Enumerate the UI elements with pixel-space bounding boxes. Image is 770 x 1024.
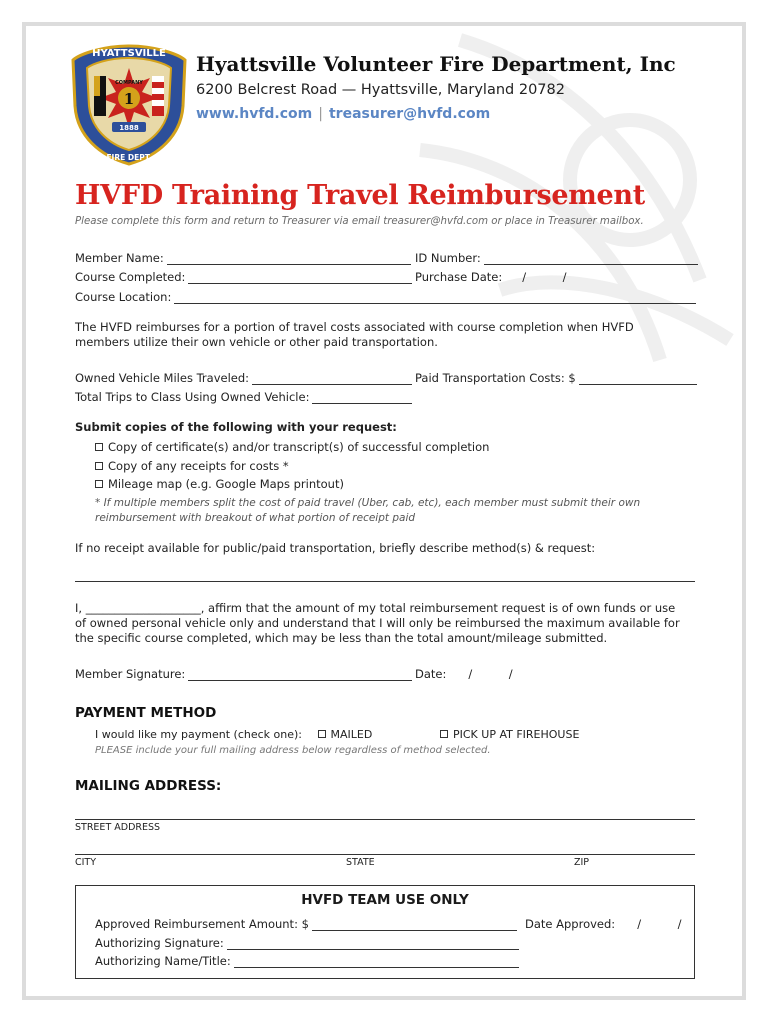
form-title: HVFD Training Travel Reimbursement <box>75 180 645 211</box>
org-links <box>196 106 490 122</box>
payment-prompt-row <box>95 728 372 741</box>
link-separator: | <box>318 106 323 122</box>
approved-amount-field[interactable] <box>312 918 517 931</box>
course-completed-field[interactable] <box>188 271 412 284</box>
affirm-name-blank[interactable]: ____________________ <box>85 601 201 615</box>
submit-item: Mileage map (e.g. Google Maps printout) <box>95 477 344 491</box>
affirmation-paragraph: I, ____________________, affirm that the amount of my total reimbursement request is of own funds or use of owned personal vehicle only and understand that I will only be reimbursed the maximum available for the specific course completed, which may be less than the total amount/mileage submitted. <box>75 601 680 645</box>
checkbox-icon[interactable] <box>95 443 103 451</box>
trips-row <box>75 390 412 404</box>
svg-text:1888: 1888 <box>119 124 139 132</box>
no-receipt-label: If no receipt available for public/paid transportation, briefly describe method(s) & request: <box>75 541 596 555</box>
signature-date-label: Date: <box>415 667 447 681</box>
footnote: * If multiple members split the cost of paid travel (Uber, cab, etc), each member must submit their own reimbursement with breakout of what portion of receipt paid <box>95 497 641 524</box>
checkbox-icon[interactable] <box>440 730 448 738</box>
payment-prompt: I would like my payment (check one): <box>95 728 303 741</box>
submit-heading: Submit copies of the following with your request: <box>75 420 397 434</box>
option-mailed[interactable]: MAILED <box>318 728 373 741</box>
member-name-field[interactable] <box>167 252 411 265</box>
team-use-heading: HVFD TEAM USE ONLY <box>301 892 469 908</box>
submit-item: Copy of any receipts for costs * <box>95 459 289 473</box>
id-number-row <box>415 251 698 265</box>
signature-date-row <box>415 667 513 681</box>
auth-name-field[interactable] <box>234 955 519 968</box>
submit-item: Copy of certificate(s) and/or transcript(s) of successful completion <box>95 440 489 454</box>
checkbox-icon[interactable] <box>95 462 103 470</box>
date-approved-row <box>525 917 682 931</box>
auth-signature-label: Authorizing Signature: <box>95 936 224 950</box>
purchase-date-label: Purchase Date: <box>415 270 503 284</box>
trips-label: Total Trips to Class Using Owned Vehicle: <box>75 390 310 404</box>
miles-row <box>75 371 412 385</box>
street-address-label: STREET ADDRESS <box>75 822 161 833</box>
signature-date-field[interactable]: / / <box>468 667 513 681</box>
signature-label: Member Signature: <box>75 667 186 681</box>
miles-label: Owned Vehicle Miles Traveled: <box>75 371 250 385</box>
purchase-date-field[interactable]: / / <box>522 270 567 284</box>
payment-note: PLEASE include your full mailing address below regardless of method selected. <box>95 745 491 756</box>
auth-name-label: Authorizing Name/Title: <box>95 954 231 968</box>
auth-name-row <box>95 954 519 968</box>
checkbox-icon[interactable] <box>95 480 103 488</box>
course-location-field[interactable] <box>174 291 696 304</box>
zip-label: ZIP <box>574 857 590 868</box>
intro-paragraph: The HVFD reimburses for a portion of travel costs associated with course completion when HVFD members utilize their own vehicle or other paid transportation. <box>75 320 634 349</box>
course-location-row <box>75 290 696 304</box>
team-use-box <box>75 885 695 979</box>
form-instructions: Please complete this form and return to Treasurer via email treasurer@hvfd.com or place in Treasurer mailbox. <box>75 216 644 227</box>
course-location-label: Course Location: <box>75 290 172 304</box>
svg-text:COMPANY: COMPANY <box>115 80 143 86</box>
member-name-row <box>75 251 411 265</box>
course-completed-row <box>75 270 412 284</box>
date-approved-label: Date Approved: <box>525 917 616 931</box>
option-pickup[interactable]: PICK UP AT FIREHOUSE <box>440 728 579 741</box>
miles-field[interactable] <box>252 372 412 385</box>
org-address: 6200 Belcrest Road — Hyattsville, Maryland 20782 <box>196 82 565 98</box>
website-link[interactable]: www.hvfd.com <box>196 106 313 122</box>
signature-row <box>75 667 412 681</box>
paid-transport-row <box>415 371 697 385</box>
payment-heading: PAYMENT METHOD <box>75 705 217 721</box>
purchase-date-row <box>415 270 567 284</box>
date-approved-field[interactable]: / / <box>637 917 682 931</box>
org-name: Hyattsville Volunteer Fire Department, Inc <box>196 52 676 76</box>
state-label: STATE <box>346 857 375 868</box>
signature-field[interactable] <box>188 668 412 681</box>
member-name-label: Member Name: <box>75 251 164 265</box>
no-receipt-field[interactable] <box>75 581 695 582</box>
approved-amount-label: Approved Reimbursement Amount: $ <box>95 917 309 931</box>
paid-transport-label: Paid Transportation Costs: $ <box>415 371 576 385</box>
approved-amount-row <box>95 917 517 931</box>
checkbox-icon[interactable] <box>318 730 326 738</box>
mailing-heading: MAILING ADDRESS: <box>75 778 222 794</box>
city-label: CITY <box>75 857 97 868</box>
email-link[interactable]: treasurer@hvfd.com <box>328 106 491 122</box>
trips-field[interactable] <box>312 391 412 404</box>
id-number-field[interactable] <box>484 252 698 265</box>
paid-transport-field[interactable] <box>579 372 697 385</box>
street-address-field[interactable] <box>75 819 695 820</box>
svg-text:HYATTSVILLE: HYATTSVILLE <box>92 48 166 59</box>
hvfd-logo <box>70 44 188 166</box>
auth-signature-field[interactable] <box>227 937 519 950</box>
svg-text:1: 1 <box>123 90 135 108</box>
id-number-label: ID Number: <box>415 251 481 265</box>
svg-text:FIRE DEPT.: FIRE DEPT. <box>106 153 152 162</box>
auth-signature-row <box>95 936 519 950</box>
course-completed-label: Course Completed: <box>75 270 186 284</box>
city-state-zip-field[interactable] <box>75 854 695 855</box>
